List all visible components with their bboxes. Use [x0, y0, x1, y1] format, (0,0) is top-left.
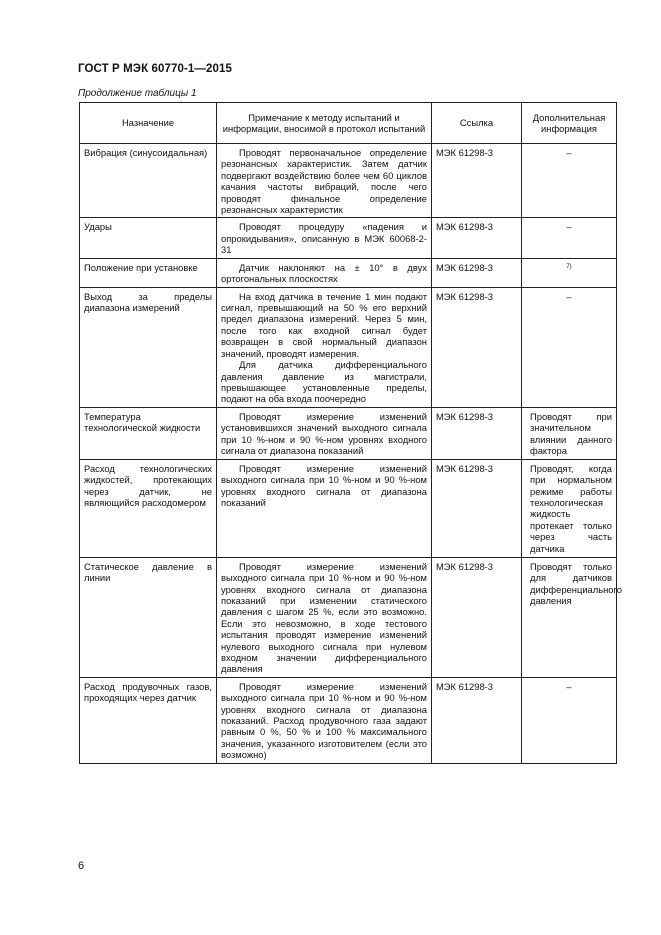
additional-info-cell: Проводят при значительном влиянии данного фактора — [522, 407, 617, 459]
additional-info-cell: Проводят, когда при нормальном режиме работы технологическая жидкость протекает только через часть датчика — [522, 459, 617, 557]
column-header-additional-info: Дополнительная информация — [522, 103, 617, 144]
footnote-reference: 7) — [566, 263, 572, 270]
purpose-cell: Температура технологической жидкости — [80, 407, 217, 459]
additional-info-cell: Проводят только для датчиков дифференциального давления — [522, 557, 617, 677]
table-row — [80, 218, 617, 258]
reference-cell: МЭК 61298-3 — [432, 287, 522, 407]
reference-cell: МЭК 61298-3 — [432, 258, 522, 287]
table-row — [80, 258, 617, 287]
purpose-cell: Расход технологических жидкостей, протекающих через датчик, не являющийся расходомером — [80, 459, 217, 557]
note-paragraph: Проводят измерение изменений установившихся значений выходного сигнала при 10 %-ном и 90 %-ном уровнях входного сигнала от диапазона показаний — [221, 410, 427, 456]
note-cell — [217, 557, 432, 677]
note-cell — [217, 287, 432, 407]
note-cell — [217, 144, 432, 218]
note-paragraph: Проводят измерение изменений выходного сигнала при 10 %-ном и 90 %-ном уровнях входного сигнала от диапазона показаний — [221, 462, 427, 508]
reference-cell: МЭК 61298-3 — [432, 459, 522, 557]
page-number: 6 — [78, 860, 85, 872]
purpose-cell: Вибрация (синусоидальная) — [80, 144, 217, 218]
note-paragraph: Проводят измерение изменений выходного сигнала при 10 %-ном и 90 %-ном уровнях входного сигнала от диапазона показаний при изменении статического давления с шагом 25 %, если это возможно. Если это невозможно, в ходе тестового испытания проводят измерение изменений нулевого выходного сигнала при нулевом входном значении дифференциального давления — [221, 560, 427, 675]
column-header-purpose: Назначение — [80, 103, 217, 144]
note-paragraph: Проводят первоначальное определение резонансных характеристик. Затем датчик подвергают воздействию более чем 60 циклов качания частоты вибраций, после чего проводят финальное определение резонансных характеристик — [221, 147, 427, 216]
reference-cell: МЭК 61298-3 — [432, 407, 522, 459]
additional-info-cell: – — [522, 144, 617, 218]
table-row — [80, 407, 617, 459]
table-row — [80, 459, 617, 557]
requirements-table — [79, 102, 622, 764]
table-row — [80, 144, 617, 218]
reference-cell: МЭК 61298-3 — [432, 557, 522, 677]
note-paragraph: Для датчика дифференциального давления давление из магистрали, превышающее установленные пределы, подают на оба входа поочередно — [221, 359, 427, 405]
reference-cell: МЭК 61298-3 — [432, 677, 522, 763]
note-paragraph: Датчик наклоняют на ± 10° в двух ортогональных плоскостях — [221, 261, 427, 285]
note-cell — [217, 258, 432, 287]
note-paragraph: Проводят процедуру «падения и опрокидывания», описанную в МЭК 60068-2-31 — [221, 221, 427, 256]
column-header-reference: Ссылка — [432, 103, 522, 144]
reference-cell: МЭК 61298-3 — [432, 144, 522, 218]
note-cell — [217, 677, 432, 763]
additional-info-cell: – — [522, 677, 617, 763]
purpose-cell: Расход продувочных газов, проходящих через датчик — [80, 677, 217, 763]
document-header: ГОСТ Р МЭК 60770-1—2015 — [78, 63, 232, 75]
table-continuation-caption: Продолжение таблицы 1 — [78, 88, 197, 99]
purpose-cell: Статическое давление в линии — [80, 557, 217, 677]
purpose-cell: Положение при установке — [80, 258, 217, 287]
note-paragraph: Проводят измерение изменений выходного сигнала при 10 %-ном и 90 %-ном уровнях входного сигнала от диапазона показаний. Расход продувочного газа задают равным 0 %, 50 % и 100 % максимального значения, указанного изготовителем (если это возможно) — [221, 680, 427, 761]
table-header-row — [80, 103, 617, 144]
note-cell — [217, 218, 432, 258]
table-row — [80, 557, 617, 677]
additional-info-cell: – — [522, 287, 617, 407]
note-paragraph: На вход датчика в течение 1 мин подают сигнал, превышающий на 50 % его верхний предел диапазона измерений. Через 5 мин, после того как входной сигнал будет возвращен в свой нормальный диапазон значений, проводят измерения. — [221, 290, 427, 359]
note-cell — [217, 407, 432, 459]
purpose-cell: Удары — [80, 218, 217, 258]
reference-cell: МЭК 61298-3 — [432, 218, 522, 258]
table-row — [80, 287, 617, 407]
column-header-note: Примечание к методу испытаний и информации, вносимой в протокол испытаний — [217, 103, 432, 144]
additional-info-cell: – — [522, 218, 617, 258]
note-cell — [217, 459, 432, 557]
purpose-cell: Выход за пределы диапазона измерений — [80, 287, 217, 407]
additional-info-cell — [522, 258, 617, 287]
table-row — [80, 677, 617, 763]
